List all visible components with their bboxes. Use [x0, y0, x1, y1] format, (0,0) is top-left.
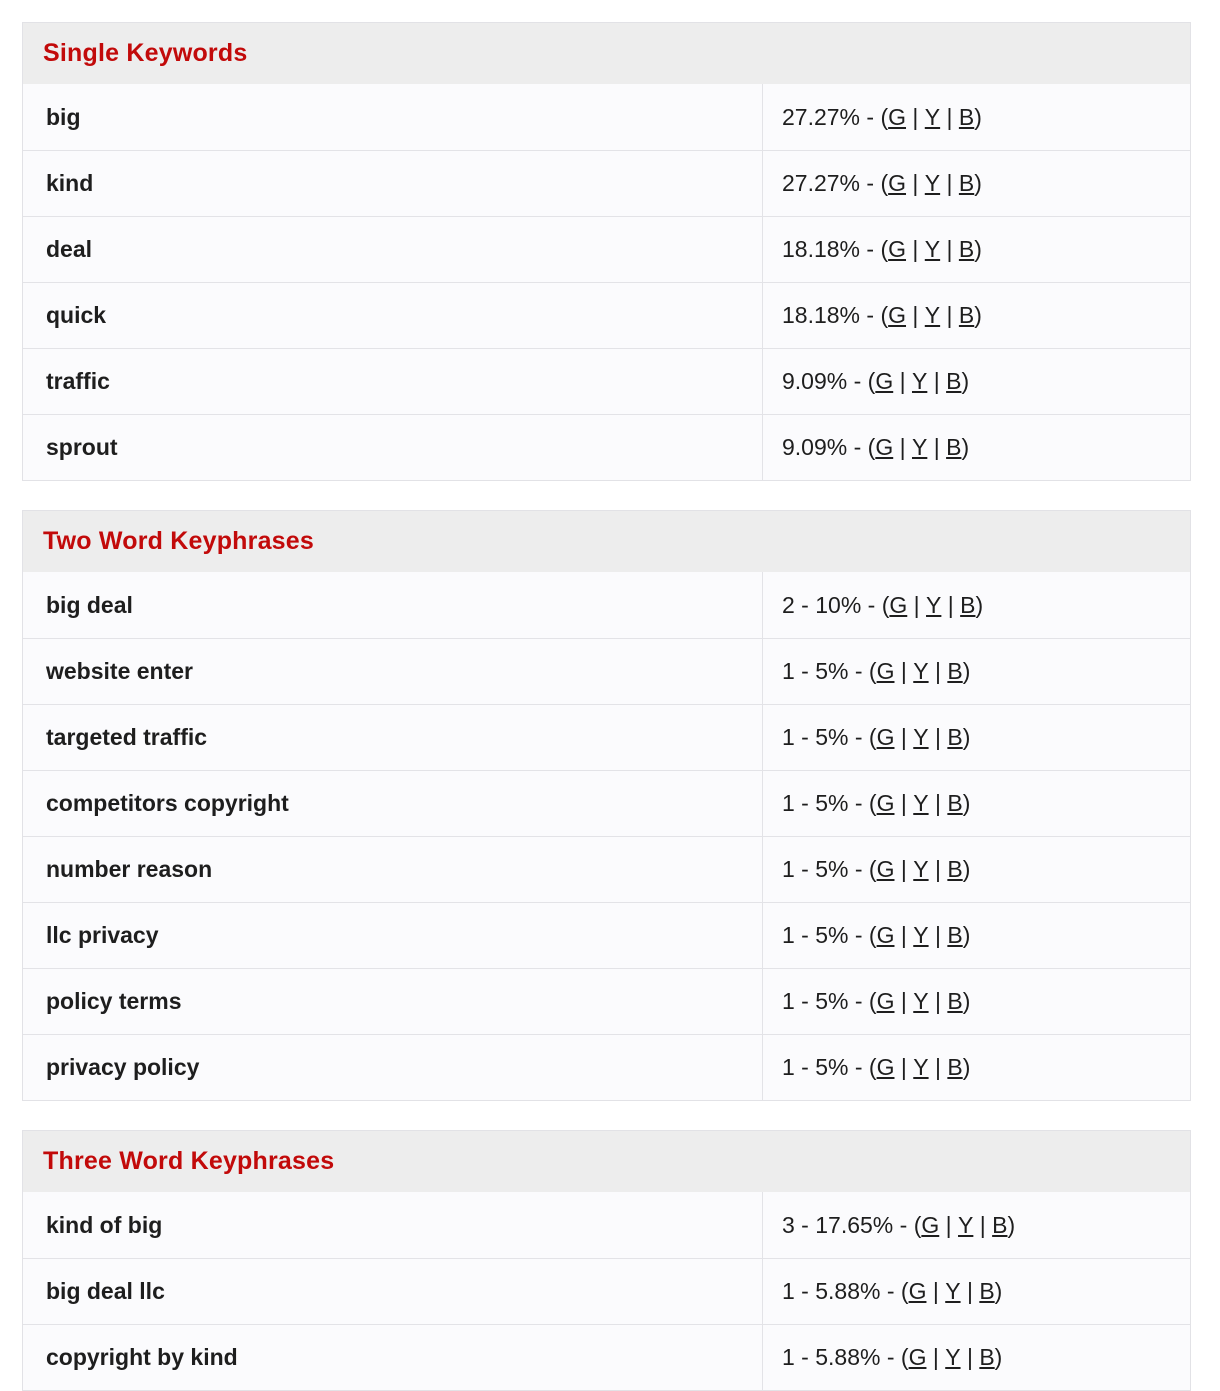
keyword-term: quick [23, 283, 763, 348]
dash-separator: - ( [848, 988, 877, 1014]
close-paren: ) [1007, 1211, 1016, 1238]
bing-search-link[interactable]: B [946, 434, 962, 460]
table-row [23, 1258, 1190, 1324]
pipe-separator: | [926, 1344, 946, 1370]
google-search-link[interactable]: G [888, 302, 907, 328]
keyword-term: big deal llc [23, 1259, 763, 1324]
dash-separator: - ( [848, 922, 877, 948]
yahoo-search-link[interactable]: Y [913, 922, 929, 948]
keyword-term: kind [23, 151, 763, 216]
keyword-density-cell [763, 151, 1190, 216]
pipe-separator: | [894, 1054, 914, 1080]
bing-search-link[interactable]: B [946, 368, 962, 394]
close-paren: ) [962, 922, 971, 948]
dash-separator: - ( [848, 1054, 877, 1080]
google-search-link[interactable]: G [876, 658, 895, 684]
pipe-separator: | [906, 103, 925, 130]
pipe-separator: | [928, 724, 948, 750]
yahoo-search-link[interactable]: Y [913, 724, 929, 750]
bing-search-link[interactable]: B [947, 1054, 963, 1080]
keyword-term: kind of big [23, 1192, 763, 1258]
density-value: 9.09% [782, 434, 848, 460]
pipe-separator: | [960, 1344, 980, 1370]
table-row [23, 216, 1190, 282]
table-row [23, 84, 1190, 150]
dash-separator: - ( [848, 790, 877, 816]
close-paren: ) [974, 170, 982, 196]
table-row [23, 638, 1190, 704]
dash-separator: - ( [880, 1344, 909, 1370]
keyword-table [23, 84, 1190, 480]
bing-search-link[interactable]: B [947, 856, 963, 882]
google-search-link[interactable]: G [876, 922, 895, 948]
dash-separator: - ( [860, 302, 889, 328]
google-search-link[interactable]: G [888, 103, 907, 130]
keyword-term: deal [23, 217, 763, 282]
keyword-density-cell [763, 349, 1190, 414]
keyword-term: privacy policy [23, 1035, 763, 1100]
pipe-separator: | [928, 988, 948, 1014]
keyword-term: big deal [23, 572, 763, 638]
google-search-link[interactable]: G [875, 368, 894, 394]
dash-separator: - ( [893, 1211, 922, 1238]
keyword-term: copyright by kind [23, 1325, 763, 1390]
pipe-separator: | [926, 1278, 946, 1304]
dash-separator: - ( [880, 1278, 909, 1304]
close-paren: ) [962, 988, 971, 1014]
google-search-link[interactable]: G [876, 1054, 895, 1080]
section-header [23, 511, 1190, 572]
single-keywords-section [22, 22, 1191, 481]
keyword-term: website enter [23, 639, 763, 704]
pipe-separator: | [973, 1211, 993, 1238]
pipe-separator: | [906, 302, 925, 328]
table-row [23, 1324, 1190, 1390]
keyword-density-cell [763, 1325, 1190, 1390]
bing-search-link[interactable]: B [958, 103, 975, 130]
google-search-link[interactable]: G [876, 724, 895, 750]
yahoo-search-link[interactable]: Y [945, 1278, 961, 1304]
bing-search-link[interactable]: B [992, 1211, 1008, 1238]
google-search-link[interactable]: G [908, 1344, 927, 1370]
table-row [23, 902, 1190, 968]
pipe-separator: | [928, 856, 948, 882]
density-value: 27.27% [782, 170, 861, 196]
table-row [23, 348, 1190, 414]
google-search-link[interactable]: G [876, 988, 895, 1014]
dash-separator: - ( [847, 368, 876, 394]
pipe-separator: | [928, 1054, 948, 1080]
close-paren: ) [994, 1278, 1003, 1304]
keyword-density-cell [763, 639, 1190, 704]
yahoo-search-link[interactable]: Y [926, 591, 942, 618]
table-row [23, 836, 1190, 902]
yahoo-search-link[interactable]: Y [924, 236, 941, 262]
table-row [23, 1192, 1190, 1258]
dash-separator: - ( [848, 658, 877, 684]
yahoo-search-link[interactable]: Y [924, 170, 941, 196]
google-search-link[interactable]: G [888, 170, 907, 196]
pipe-separator: | [928, 658, 948, 684]
google-search-link[interactable]: G [921, 1211, 940, 1238]
density-value: 18.18% [782, 302, 861, 328]
table-row [23, 968, 1190, 1034]
density-value: 1 - 5% [782, 790, 849, 816]
google-search-link[interactable]: G [889, 591, 908, 618]
keyword-density-cell [763, 283, 1190, 348]
keyword-term: targeted traffic [23, 705, 763, 770]
keyword-term: competitors copyright [23, 771, 763, 836]
section-title: Three Word Keyphrases [43, 1147, 335, 1175]
yahoo-search-link[interactable]: Y [924, 103, 941, 130]
yahoo-search-link[interactable]: Y [913, 988, 929, 1014]
close-paren: ) [962, 658, 971, 684]
pipe-separator: | [906, 170, 925, 196]
pipe-separator: | [940, 170, 959, 196]
dash-separator: - ( [860, 103, 889, 130]
three-word-keyphrases-section [22, 1130, 1191, 1391]
keyword-term: policy terms [23, 969, 763, 1034]
bing-search-link[interactable]: B [947, 922, 963, 948]
density-value: 2 - 10% [782, 591, 862, 618]
pipe-separator: | [893, 368, 912, 394]
keyword-density-cell [763, 705, 1190, 770]
bing-search-link[interactable]: B [979, 1344, 995, 1370]
keyword-density-cell [763, 84, 1190, 150]
pipe-separator: | [960, 1278, 980, 1304]
dash-separator: - ( [860, 170, 889, 196]
pipe-separator: | [941, 591, 961, 618]
google-search-link[interactable]: G [875, 434, 894, 460]
density-value: 1 - 5% [782, 988, 849, 1014]
bing-search-link[interactable]: B [947, 658, 963, 684]
yahoo-search-link[interactable]: Y [911, 434, 928, 460]
close-paren: ) [962, 790, 971, 816]
table-row [23, 1034, 1190, 1100]
pipe-separator: | [894, 922, 914, 948]
keyword-density-cell [763, 903, 1190, 968]
close-paren: ) [975, 591, 984, 618]
close-paren: ) [974, 236, 982, 262]
keyword-density-cell [763, 969, 1190, 1034]
bing-search-link[interactable]: B [947, 790, 963, 816]
bing-search-link[interactable]: B [960, 591, 976, 618]
close-paren: ) [994, 1344, 1003, 1370]
yahoo-search-link[interactable]: Y [958, 1211, 974, 1238]
keyword-term: big [23, 84, 763, 150]
table-row [23, 572, 1190, 638]
yahoo-search-link[interactable]: Y [945, 1344, 961, 1370]
close-paren: ) [974, 103, 982, 130]
google-search-link[interactable]: G [876, 790, 895, 816]
dash-separator: - ( [847, 434, 876, 460]
section-title: Single Keywords [43, 39, 248, 67]
table-row [23, 704, 1190, 770]
density-value: 1 - 5% [782, 922, 849, 948]
google-search-link[interactable]: G [908, 1278, 927, 1304]
density-value: 1 - 5.88% [782, 1278, 881, 1304]
keyword-density-cell [763, 1035, 1190, 1100]
close-paren: ) [962, 1054, 971, 1080]
dash-separator: - ( [848, 724, 877, 750]
bing-search-link[interactable]: B [947, 724, 963, 750]
bing-search-link[interactable]: B [958, 302, 975, 328]
pipe-separator: | [928, 922, 948, 948]
keyword-term: llc privacy [23, 903, 763, 968]
keyword-density-cell [763, 771, 1190, 836]
keyword-density-cell [763, 1259, 1190, 1324]
bing-search-link[interactable]: B [947, 988, 963, 1014]
keyword-density-cell [763, 837, 1190, 902]
pipe-separator: | [893, 434, 912, 460]
density-value: 27.27% [782, 103, 861, 130]
yahoo-search-link[interactable]: Y [924, 302, 941, 328]
keyword-table [23, 1192, 1190, 1390]
density-value: 9.09% [782, 368, 848, 394]
yahoo-search-link[interactable]: Y [913, 1054, 929, 1080]
pipe-separator: | [894, 988, 914, 1014]
section-header [23, 1131, 1190, 1192]
dash-separator: - ( [861, 591, 890, 618]
keyword-table [23, 572, 1190, 1100]
google-search-link[interactable]: G [876, 856, 895, 882]
two-word-keyphrases-section [22, 510, 1191, 1101]
keyword-term: number reason [23, 837, 763, 902]
keyword-term: sprout [23, 415, 763, 480]
dash-separator: - ( [848, 856, 877, 882]
keyword-density-cell [763, 1192, 1190, 1258]
google-search-link[interactable]: G [888, 236, 907, 262]
pipe-separator: | [940, 302, 959, 328]
pipe-separator: | [928, 790, 948, 816]
density-value: 1 - 5% [782, 724, 849, 750]
keyword-density-cell [763, 217, 1190, 282]
dash-separator: - ( [860, 236, 889, 262]
keyword-density-cell [763, 415, 1190, 480]
table-row [23, 150, 1190, 216]
table-row [23, 414, 1190, 480]
pipe-separator: | [940, 103, 959, 130]
yahoo-search-link[interactable]: Y [913, 658, 929, 684]
pipe-separator: | [939, 1211, 959, 1238]
bing-search-link[interactable]: B [979, 1278, 995, 1304]
section-title: Two Word Keyphrases [43, 527, 314, 555]
density-value: 18.18% [782, 236, 861, 262]
pipe-separator: | [927, 368, 947, 394]
density-value: 1 - 5.88% [782, 1344, 881, 1370]
density-value: 1 - 5% [782, 1054, 849, 1080]
section-header [23, 23, 1190, 84]
pipe-separator: | [940, 236, 959, 262]
yahoo-search-link[interactable]: Y [911, 368, 928, 394]
close-paren: ) [961, 368, 970, 394]
table-row [23, 282, 1190, 348]
bing-search-link[interactable]: B [958, 236, 975, 262]
keyword-term: traffic [23, 349, 763, 414]
close-paren: ) [962, 724, 971, 750]
pipe-separator: | [927, 434, 947, 460]
pipe-separator: | [894, 724, 914, 750]
yahoo-search-link[interactable]: Y [913, 856, 929, 882]
keyword-density-cell [763, 572, 1190, 638]
density-value: 1 - 5% [782, 856, 849, 882]
density-value: 3 - 17.65% [782, 1211, 894, 1238]
pipe-separator: | [894, 790, 914, 816]
pipe-separator: | [894, 856, 914, 882]
yahoo-search-link[interactable]: Y [913, 790, 929, 816]
close-paren: ) [961, 434, 970, 460]
bing-search-link[interactable]: B [958, 170, 975, 196]
close-paren: ) [974, 302, 982, 328]
table-row [23, 770, 1190, 836]
pipe-separator: | [907, 591, 927, 618]
pipe-separator: | [894, 658, 914, 684]
density-value: 1 - 5% [782, 658, 849, 684]
pipe-separator: | [906, 236, 925, 262]
close-paren: ) [962, 856, 971, 882]
